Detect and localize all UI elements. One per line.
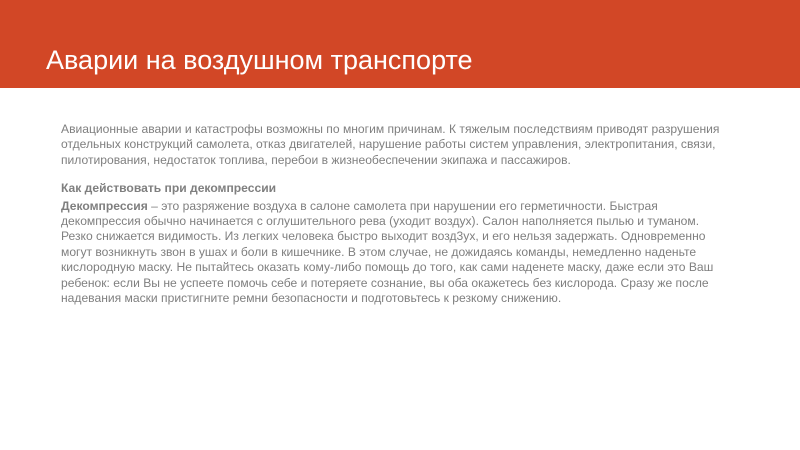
term-decompression: Декомпрессия xyxy=(61,198,148,213)
slide-title: Аварии на воздушном транспорте xyxy=(46,45,473,75)
section-subheading: Как действовать при декомпрессии xyxy=(61,181,277,196)
decompression-definition: – это разряжение воздуха в салоне самолета при нарушении его герметичности. Быстрая декомпрессия обычно начинается с оглушительного рева (уходит воздух). Салон наполняется пылью и туманом. Резко снижается видимость. Из легких человека быстро выходит возд3ух, и его нельзя задержать. Одновременно могут возникнуть звон в ушах и боли в кишечнике. В этом случае, не дожидаясь команды, немедленно наденьте кислородную маску. Не пытайтесь оказать кому-либо помощь до того, как сами наденете маску, даже если это Ваш ребенок: если Вы не успеете помочь себе и потеряете сознание, вы оба окажетесь без кислорода. Сразу же после надевания маски пристигните ремни безопасности и подготовьтесь к резкому снижению. xyxy=(61,198,714,306)
intro-paragraph: Авиационные аварии и катастрофы возможны по многим причинам. К тяжелым последствиям приводят разрушения отдельных конструкций самолета, отказ двигателей, нарушение работы систем управления, электропитания, связи, пилотирования, недостаток топлива, перебои в жизнеобеспечении экипажа и пассажиров. xyxy=(61,122,720,167)
slide-content xyxy=(61,122,721,306)
decompression-paragraph xyxy=(61,199,721,307)
